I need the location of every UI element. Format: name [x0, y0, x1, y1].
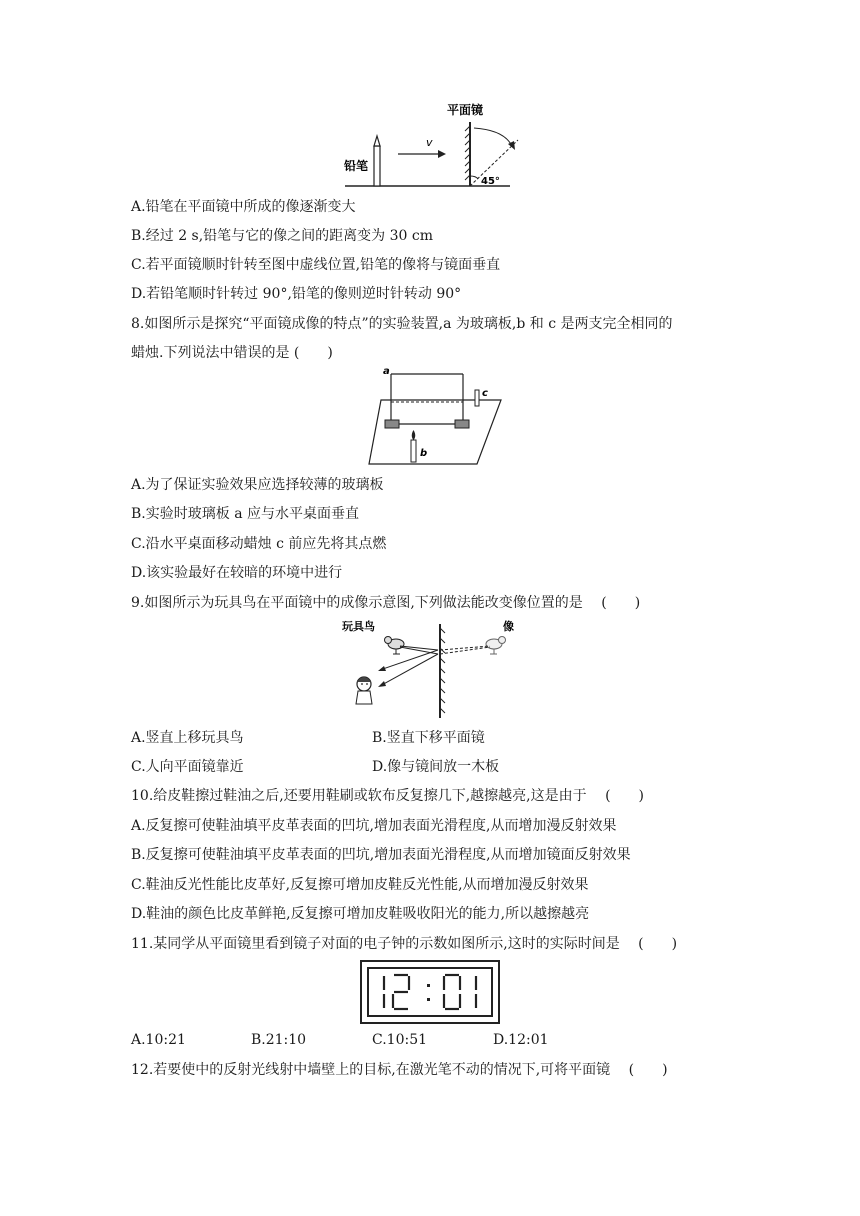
mirror-label: 平面镜 [447, 103, 484, 117]
q12-stem: 12.若要使中的反射光线射中墙壁上的目标,在激光笔不动的情况下,可将平面镜 ( ) [131, 1062, 668, 1078]
q7-option-a: A.铅笔在平面镜中所成的像逐渐变大 [131, 199, 356, 215]
figure-mirrored-clock [360, 960, 500, 1024]
q7-option-b: B.经过 2 s,铅笔与它的像之间的距离变为 30 cm [131, 228, 434, 244]
q11-stem: 11.某同学从平面镜里看到镜子对面的电子钟的示数如图所示,这时的实际时间是 ( ) [131, 936, 678, 952]
q9-option-c: C.人向平面镜靠近 [131, 759, 244, 775]
q7-option-c: C.若平面镜顺时针转至图中虚线位置,铅笔的像将与镜面垂直 [131, 257, 501, 273]
velocity-label: v [426, 136, 433, 149]
q10-option-b: B.反复擦可使鞋油填平皮革表面的凹坑,增加表面光滑程度,从而增加镜面反射效果 [131, 847, 631, 863]
q8-option-b: B.实验时玻璃板 a 应与水平桌面垂直 [131, 506, 359, 522]
q10-stem: 10.给皮鞋擦过鞋油之后,还要用鞋刷或软布反复擦几下,越擦越亮,这是由于 ( ) [131, 788, 644, 804]
q8-option-c: C.沿水平桌面移动蜡烛 c 前应先将其点燃 [131, 536, 387, 552]
figure-glass-plate-apparatus [365, 366, 510, 468]
q9-option-b: B.竖直下移平面镜 [372, 730, 485, 746]
person-icon [356, 677, 372, 704]
figure-toy-bird-mirror [340, 614, 530, 718]
candle-c-icon [475, 390, 479, 406]
pencil-icon [374, 146, 380, 186]
label-a: a [383, 366, 390, 377]
label-c: c [482, 388, 488, 399]
q11-option-c: C.10:51 [372, 1032, 428, 1048]
q9-stem: 9.如图所示为玩具鸟在平面镜中的成像示意图,下列做法能改变像位置的是 ( ) [131, 595, 641, 611]
angle-label: 45° [481, 176, 500, 187]
toy-bird-icon [385, 637, 405, 655]
label-b: b [420, 448, 428, 459]
q7-option-d: D.若铅笔顺时针转过 90°,铅笔的像则逆时针转动 90° [131, 286, 462, 302]
toy-bird-label: 玩具鸟 [342, 620, 375, 633]
candle-b-icon [411, 440, 416, 462]
clock-display [368, 968, 492, 1016]
q9-option-a: A.竖直上移玩具鸟 [131, 730, 244, 746]
figure-pencil-mirror [340, 100, 530, 190]
pencil-label: 铅笔 [344, 159, 369, 173]
image-label: 像 [503, 620, 514, 633]
q8-stem-line1: 8.如图所示是探究“平面镜成像的特点”的实验装置,a 为玻璃板,b 和 c 是两支完全相同的 [131, 316, 673, 332]
q10-option-d: D.鞋油的颜色比皮革鲜艳,反复擦可增加皮鞋吸收阳光的能力,所以越擦越亮 [131, 906, 590, 922]
q10-option-a: A.反复擦可使鞋油填平皮革表面的凹坑,增加表面光滑程度,从而增加漫反射效果 [131, 818, 617, 834]
q11-option-d: D.12:01 [493, 1032, 549, 1048]
table-surface [369, 400, 501, 464]
q11-option-a: A.10:21 [131, 1032, 186, 1048]
q11-option-b: B.21:10 [251, 1032, 307, 1048]
bird-image-icon [486, 637, 506, 655]
q10-option-c: C.鞋油反光性能比皮革好,反复擦可增加皮鞋反光性能,从而增加漫反射效果 [131, 877, 589, 893]
q8-option-d: D.该实验最好在较暗的环境中进行 [131, 565, 343, 581]
q8-option-a: A.为了保证实验效果应选择较薄的玻璃板 [131, 477, 384, 493]
q8-stem-line2: 蜡烛.下列说法中错误的是 ( ) [131, 345, 333, 361]
q9-option-d: D.像与镜间放一木板 [372, 759, 500, 775]
